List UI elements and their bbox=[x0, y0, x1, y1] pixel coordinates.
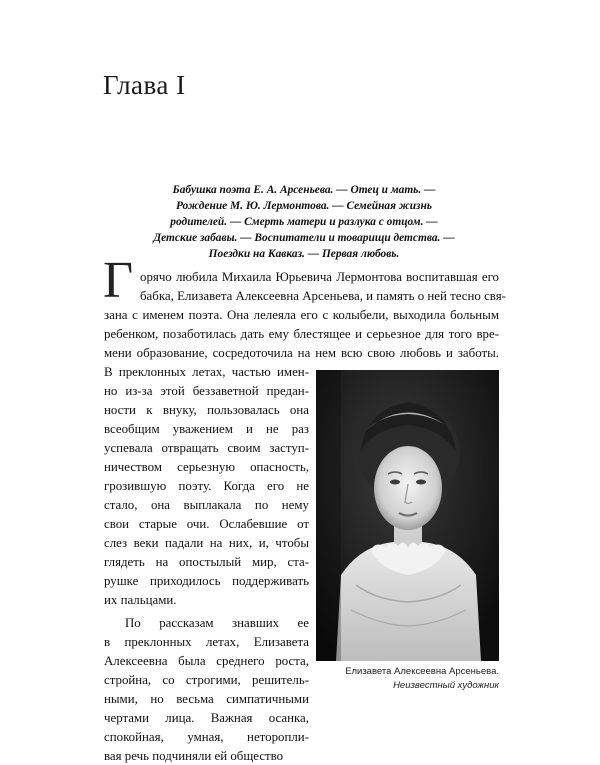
caption-name: Елизавета Алексеевна Арсеньева. bbox=[345, 666, 499, 677]
text-line: По рассказам знавших ее bbox=[125, 616, 309, 630]
text-line: Алексеевна была среднего роста, bbox=[104, 654, 309, 668]
caption-artist: Неизвестный художник bbox=[393, 680, 499, 691]
text-line: мени образование, сосредоточила на нем всю свою любовь и заботы. bbox=[104, 346, 499, 360]
text-line: спокойная, умная, неторопли- bbox=[104, 730, 309, 744]
text-line: грозившую поэту. Когда его не bbox=[104, 479, 309, 493]
text-line: рушке приходилось поддерживать bbox=[104, 574, 309, 588]
summary-line: Бабушка поэта Е. А. Арсеньева. — Отец и мать. — bbox=[172, 184, 436, 196]
summary-line: Детские забавы. — Воспитатели и товарищи детства. — bbox=[153, 232, 455, 244]
text-line: орячо любила Михаила Юрьевича Лермонтова воспитавшая его bbox=[140, 270, 499, 284]
text-line: слез веки падали на них, и, чтобы bbox=[104, 536, 309, 550]
portrait-of-woman-icon bbox=[316, 370, 499, 661]
text-line: успевала отвращать своим заступ- bbox=[104, 441, 309, 455]
portrait-image bbox=[316, 370, 499, 661]
text-line: всеобщим уважением и не раз bbox=[104, 422, 309, 436]
text-line: ничеством серьезную опасность, bbox=[104, 460, 309, 474]
summary-line: Поездки на Кавказ. — Первая любовь. bbox=[208, 248, 400, 260]
text-line: стройна, со строгими, решитель- bbox=[104, 673, 309, 687]
text-line: бабка, Елизавета Алексеевна Арсеньева, и память о ней тесно свя- bbox=[140, 289, 506, 303]
text-line: ребенком, позаботилась дать ему блестящее и серьезное для того вре- bbox=[104, 327, 499, 341]
text-line: зана с именем поэта. Она лелеяла его с колыбели, выходила больным bbox=[104, 308, 499, 322]
chapter-summary bbox=[110, 182, 498, 262]
chapter-title: Глава I bbox=[103, 70, 186, 100]
summary-line: родителей. — Смерть матери и разлука с отцом. — bbox=[170, 216, 438, 228]
text-line: чертами лица. Важная осанка, bbox=[104, 711, 309, 725]
text-line: В преклонных летах, частью имен- bbox=[104, 365, 309, 379]
text-line: свои старые очи. Ослабевшие от bbox=[104, 517, 309, 531]
text-line: ными, но весьма симпатичными bbox=[104, 692, 309, 706]
text-line: глядеть на опостылый мир, ста- bbox=[104, 555, 309, 569]
text-line: ности к внуку, пользовалась она bbox=[104, 403, 309, 417]
drop-cap: Г bbox=[103, 252, 134, 309]
text-line: вая речь подчиняли ей общество bbox=[104, 749, 284, 763]
text-line: но из-за этой беззаветной предан- bbox=[104, 384, 309, 398]
text-line: их пальцами. bbox=[104, 593, 177, 607]
text-line: в преклонных летах, Елизавета bbox=[104, 635, 309, 649]
portrait-caption bbox=[316, 665, 499, 693]
summary-line: Рождение М. Ю. Лермонтова. — Семейная жизнь bbox=[175, 200, 432, 212]
text-line: стало, она выплакала по нему bbox=[104, 498, 309, 512]
